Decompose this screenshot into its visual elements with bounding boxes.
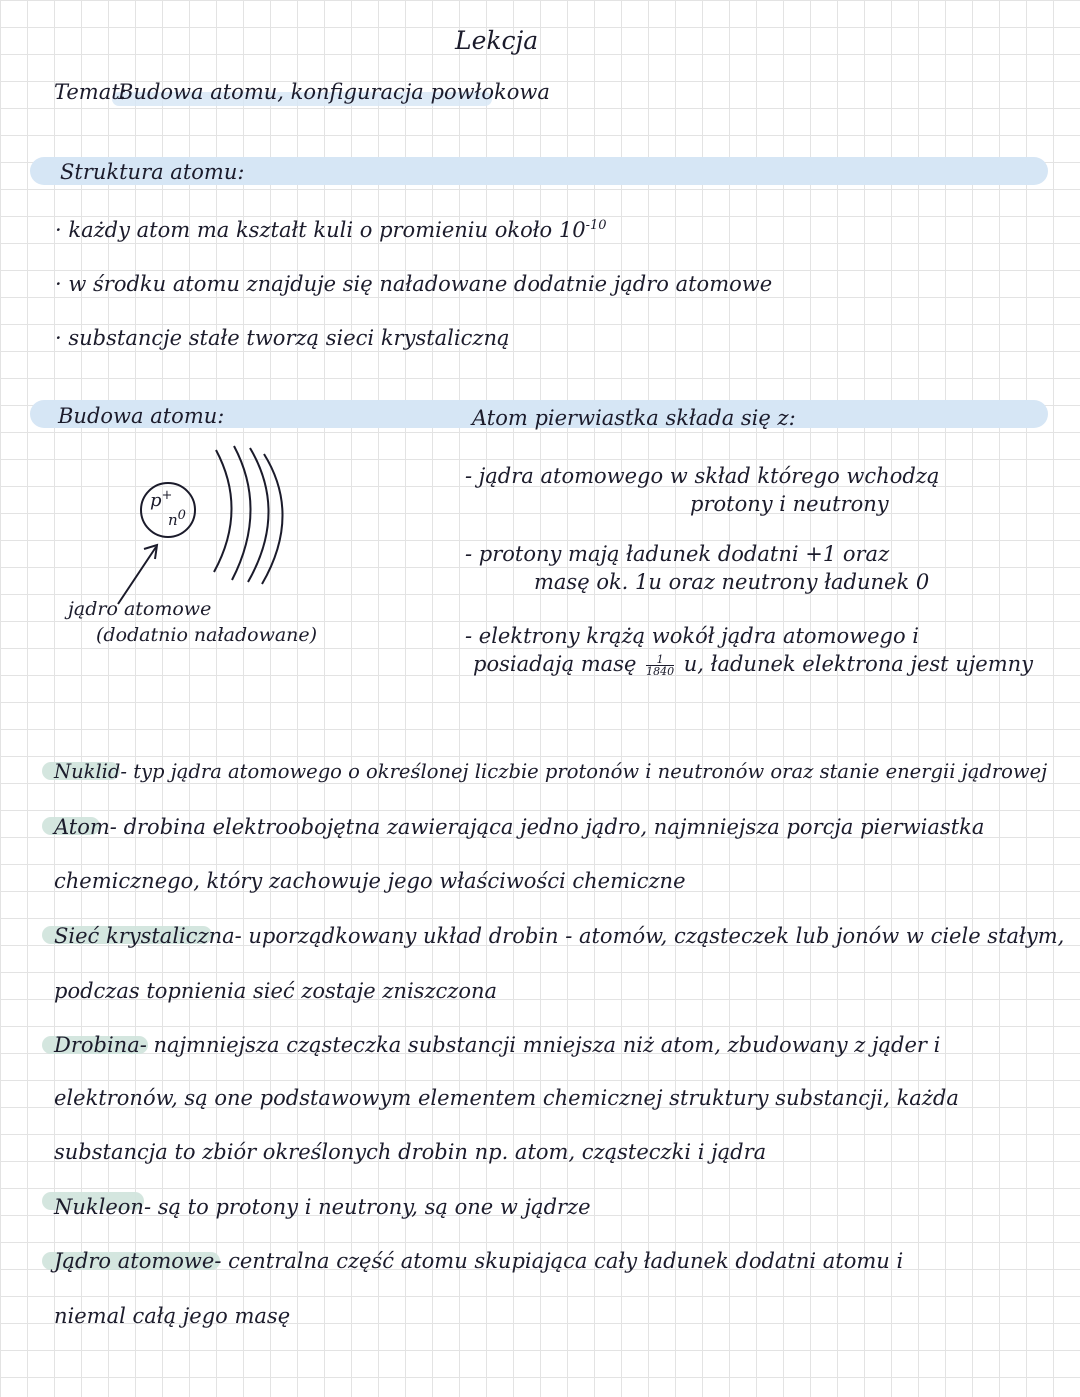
def-nuklid-text: - typ jądra atomowego o określonej liczbie protonów i neutronów oraz stanie energii jądrowej [120, 760, 1048, 783]
composition-item-2-line-1: - protony mają ładunek dodatni +1 oraz [465, 542, 890, 566]
neutron-charge: 0 [177, 508, 186, 523]
composition-heading: Atom pierwiastka składa się z: [472, 406, 796, 430]
def-nukleon-term: Nukleon [54, 1195, 144, 1219]
composition-item-3-line-1: - elektrony krążą wokół jądra atomowego i [465, 624, 920, 648]
mass-fraction [646, 654, 674, 677]
def-drobina-term: Drobina [54, 1033, 140, 1057]
def-siec-text-1: - uporządkowany układ drobin - atomów, cząsteczek lub jonów w ciele stałym, [234, 924, 1065, 948]
bullet-text-2: w środku atomu znajduje się naładowane dodatnie jądro atomowe [68, 272, 773, 296]
neutron-symbol: n [168, 511, 178, 529]
nucleus-label: jądro atomowe [68, 598, 212, 620]
structure-bullet-3: · substancje stałe tworzą sieci krystaliczną [55, 326, 510, 350]
mass-text: posiadają masę [473, 652, 637, 676]
page-title: Lekcja [455, 26, 539, 55]
composition-item-2-line-2: masę ok. 1u oraz neutrony ładunek 0 [534, 570, 930, 594]
proton-symbol: p [150, 490, 162, 511]
def-siec-line-1 [54, 924, 1064, 948]
fraction-numerator: 1 [646, 654, 674, 666]
composition-item-1-line-1: - jądra atomowego w skład którego wchodzą [465, 464, 940, 488]
nucleus-arrow-line [118, 547, 156, 604]
build-heading: Budowa atomu: [58, 404, 225, 428]
structure-heading: Struktura atomu: [60, 160, 245, 184]
def-drobina-line-2: elektronów, są one podstawowym elementem chemicznej struktury substancji, każda [54, 1086, 959, 1110]
orbit-arc-4 [262, 454, 283, 584]
topic-label: Temat: [54, 80, 127, 104]
fraction-denominator: 1840 [646, 665, 675, 678]
def-nuklid-line-1 [54, 760, 1047, 783]
topic-text: Budowa atomu, konfiguracja powłokowa [118, 80, 550, 104]
bullet-text-1: każdy atom ma kształt kuli o promieniu około [68, 218, 553, 242]
nucleus-neutron [168, 508, 186, 529]
def-drobina-line-3: substancja to zbiór określonych drobin np. atom, cząsteczki i jądra [54, 1140, 767, 1164]
composition-item-3-line-2 [473, 652, 1033, 677]
charge-text: u, ładunek elektrona jest ujemny [683, 652, 1034, 676]
def-atom-line-1 [54, 815, 984, 839]
def-atom-term: Atom [54, 815, 110, 839]
def-atom-text-1: - drobina elektroobojętna zawierająca jedno jądro, najmniejsza porcja pierwiastka [109, 815, 985, 839]
def-jadro-line-2: niemal całą jego masę [54, 1304, 291, 1328]
def-nuklid-term: Nuklid [54, 760, 121, 783]
structure-bullet-1: · każdy atom ma kształt kuli o promieniu około $10^{-10}$ [55, 218, 607, 242]
orbit-arc-1 [214, 450, 232, 572]
radius-exp: -10 [585, 218, 607, 233]
def-jadro-text-1: - centralna część atomu skupiająca cały ładunek dodatni atomu i [214, 1249, 904, 1273]
bullet-text-3: substancje stałe tworzą sieci krystaliczną [68, 326, 510, 350]
def-drobina-line-1 [54, 1033, 940, 1057]
def-nukleon-line-1 [54, 1195, 591, 1219]
def-jadro-term: Jądro atomowe [54, 1249, 215, 1273]
composition-item-1-line-2: protony i neutrony [690, 492, 889, 516]
structure-bullet-2: · w środku atomu znajduje się naładowane dodatnie jądro atomowe [55, 272, 773, 296]
def-drobina-text-1: - najmniejsza cząsteczka substancji mniejsza niż atom, zbudowany z jąder i [139, 1033, 941, 1057]
def-nukleon-text: - są to protony i neutrony, są one w jądrze [143, 1195, 591, 1219]
def-siec-line-2: podczas topnienia sieć zostaje zniszczona [54, 979, 498, 1003]
nucleus-label-2: (dodatnio naładowane) [96, 624, 318, 646]
def-atom-line-2: chemicznego, który zachowuje jego właściwości chemiczne [54, 869, 686, 893]
def-siec-term: Sieć krystaliczna [54, 924, 235, 948]
orbit-arc-2 [232, 446, 251, 580]
radius-base: 10 [558, 218, 586, 242]
proton-charge: + [161, 488, 173, 503]
def-jadro-line-1 [54, 1249, 903, 1273]
